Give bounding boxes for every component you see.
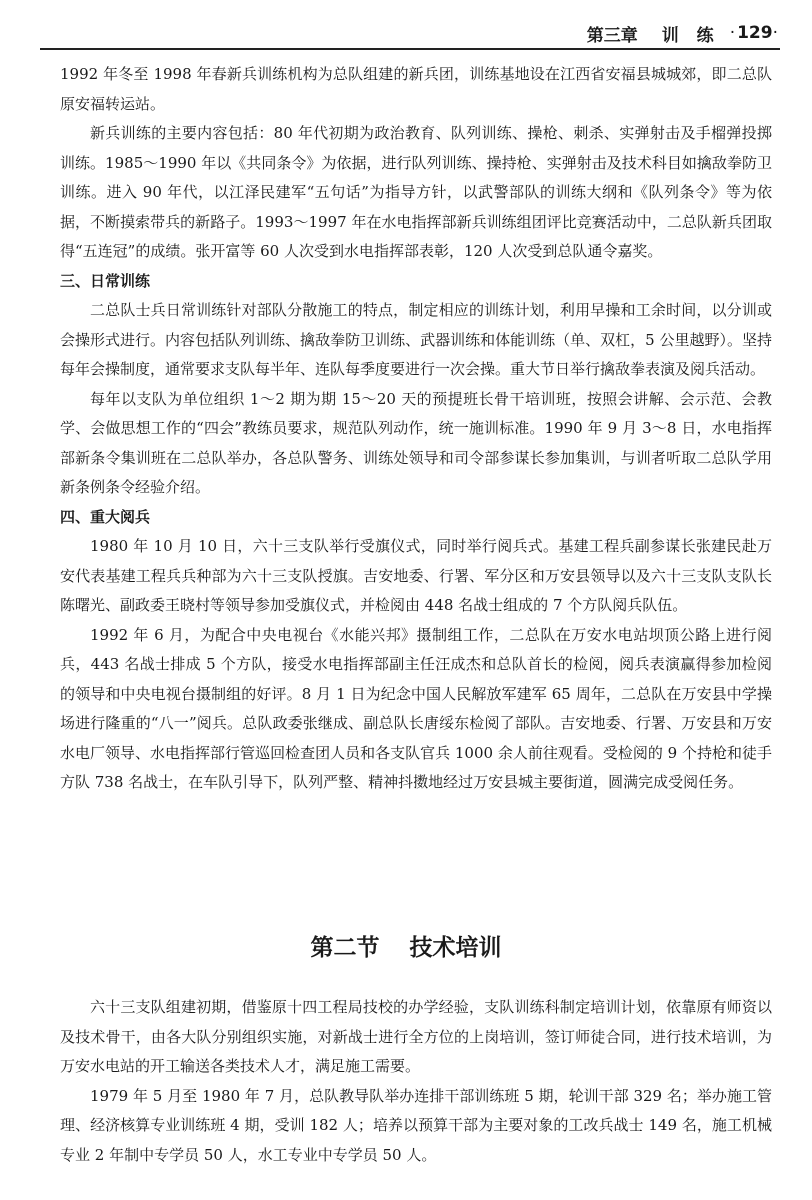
section-heading: 技术培训: [409, 935, 502, 961]
section-title: [0, 929, 812, 962]
main-text-block: [60, 60, 772, 798]
paragraph: 1992 年冬至 1998 年春新兵训练机构为总队组建的新兵团，训练基地设在江西省安福县城城郊，即二总队原安福转运站。: [60, 65, 772, 113]
header-page-suffix: ·: [772, 23, 778, 43]
paragraph: 1979 年 5 月至 1980 年 7 月，总队教导队举办连排干部训练班 5 期，轮训干部 329 名；举办施工管理、经济核算专业训练班 4 期，受训 182 人；培养以预算干部为主要对象的工改兵战士 149 名，施工机械专业 2 年制中专学员 50 人，水工专业中专学员 50 人。: [60, 1086, 772, 1164]
paragraph: 每年以支队为单位组织 1～2 期为期 15～20 天的预提班长骨干培训班，按照会讲解、会示范、会教学、会做思想工作的“四会”教练员要求，规范队列动作，统一施训标准。1990 年 9 月 3～8 日，水电指挥部新条令集训班在二总队举办，各总队警务、训练处领导和司令部参谋长参加集训，与训者听取二总队学用新条例条令经验介绍。: [60, 389, 772, 496]
section-text-block: [60, 993, 772, 1170]
header-chapter: 第三章: [586, 25, 638, 46]
paragraph: 新兵训练的主要内容包括：80 年代初期为政治教育、队列训练、操枪、刺杀、实弹射击及手榴弹投掷训练。1985～1990 年以《共同条令》为依据，进行队列训练、操持枪、实弹射击及技术科目如擒敌拳防卫训练。进入 90 年代，以江泽民建军“五句话”为指导方针，以武警部队的训练大纲和《队列条令》等为依据，不断摸索带兵的新路子。1993～1997 年在水电指挥部新兵训练组团评比竞赛活动中，二总队新兵团取得“五连冠”的成绩。张开富等 60 人次受到水电指挥部表彰，120 人次受到总队通令嘉奖。: [60, 124, 772, 260]
subheading-daily-training: 三、日常训练: [60, 271, 151, 290]
subheading-major-parade: 四、重大阅兵: [60, 507, 151, 526]
header-dots: ·: [729, 23, 736, 43]
running-header: [40, 18, 780, 50]
section-number: 第二节: [310, 935, 380, 961]
paragraph: 1980 年 10 月 10 日，六十三支队举行受旗仪式，同时举行阅兵式。基建工程兵副参谋长张建民赴万安代表基建工程兵兵种部为六十三支队授旗。吉安地委、行署、军分区和万安县领导以及六十三支队支队长陈曙光、副政委王晓村等领导参加受旗仪式，并检阅由 448 名战士组成的 7 个方队阅兵队伍。: [60, 537, 772, 614]
page-number: 129: [737, 23, 773, 43]
paragraph: 1992 年 6 月，为配合中央电视台《水能兴邦》摄制组工作，二总队在万安水电站坝顶公路上进行阅兵，443 名战士排成 5 个方队，接受水电指挥部副主任汪成杰和总队首长的检阅，阅兵表演赢得参加检阅的领导和中央电视台摄制组的好评。8 月 1 日为纪念中国人民解放军建军 65 周年，二总队在万安县中学操场进行隆重的“八一”阅兵。总队政委张继成、副总队长唐绥东检阅了部队。吉安地委、行署、万安县和万安水电厂领导、水电指挥部行管巡回检查团人员和各支队官兵 1000 余人前往观看。受检阅的 9 个持枪和徒手方队 738 名战士，在车队引导下，队列严整、精神抖擞地经过万安县城主要街道，圆满完成受阅任务。: [60, 625, 772, 791]
paragraph: 二总队士兵日常训练针对部队分散施工的特点，制定相应的训练计划，利用早操和工余时间，以分训或会操形式进行。内容包括队列训练、擒敌拳防卫训练、武器训练和体能训练（单、双杠，5 公里越野）。坚持每年会操制度，通常要求支队每半年、连队每季度要进行一次会操。重大节日举行擒敌拳表演及阅兵活动。: [60, 301, 772, 378]
header-chapter-title: 训 练: [661, 25, 720, 46]
paragraph: 六十三支队组建初期，借鉴原十四工程局技校的办学经验，支队训练科制定培训计划，依靠原有师资以及技术骨干，由各大队分别组织实施，对新战士进行全方位的上岗培训，签订师徒合同，进行技术培训，为万安水电站的开工输送各类技术人才，满足施工需要。: [60, 998, 772, 1075]
